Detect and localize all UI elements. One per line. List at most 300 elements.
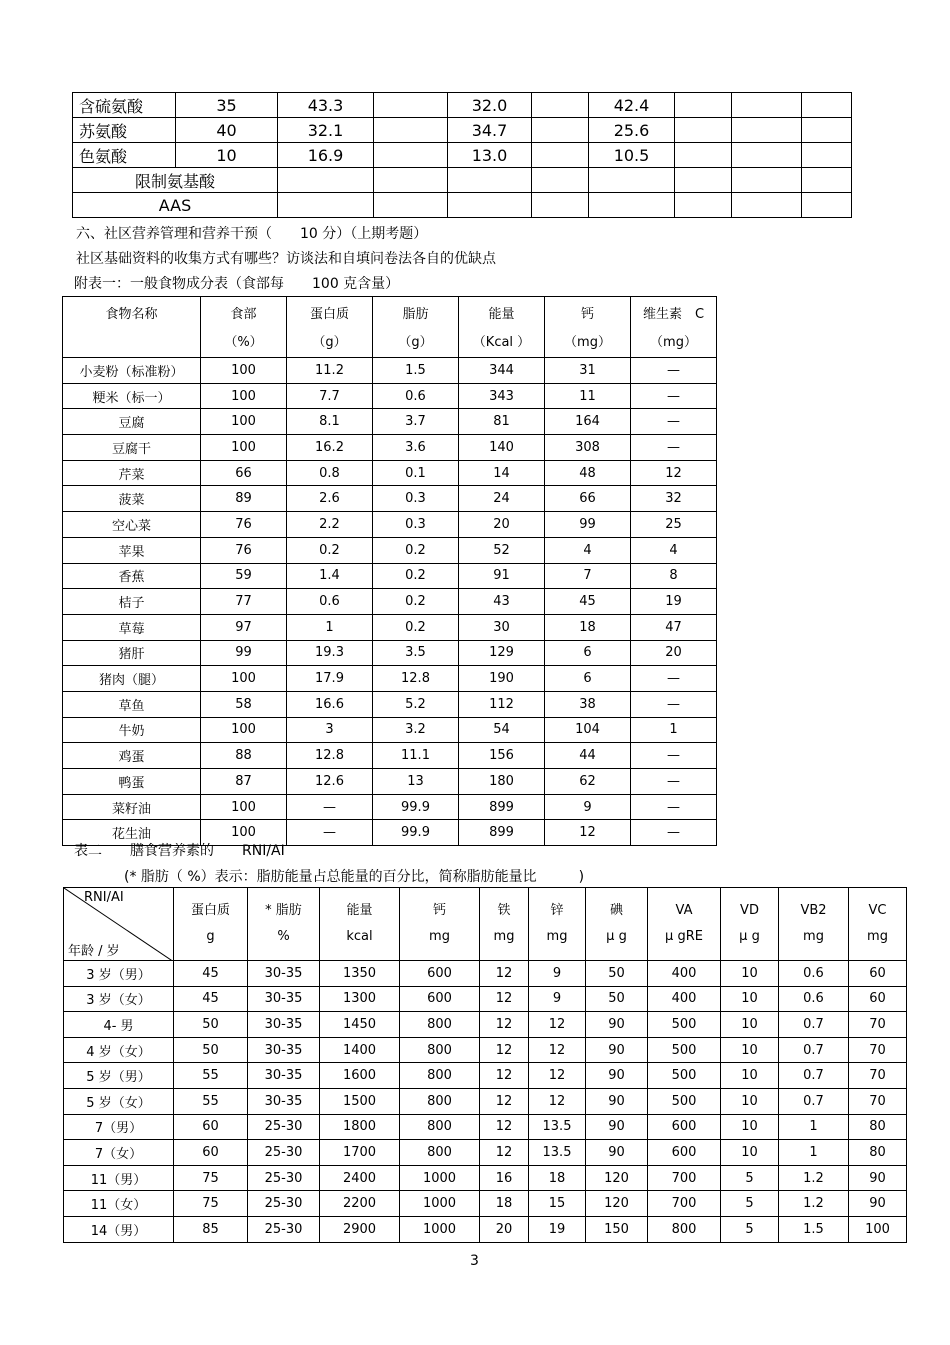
table-cell: 9	[529, 986, 586, 1012]
empty-cell	[802, 168, 852, 193]
table-cell: 400	[648, 986, 721, 1012]
empty-cell	[675, 93, 732, 118]
header-unit: mg	[429, 929, 450, 944]
header-label: 铁	[497, 903, 511, 918]
table-cell: 104	[545, 717, 631, 743]
table-cell: 1300	[320, 986, 400, 1012]
empty-cell	[732, 118, 802, 143]
amino-acid-name: 含硫氨酸	[73, 93, 176, 118]
table-cell: 3.5	[373, 640, 459, 666]
column-header	[779, 888, 849, 961]
food-name: 猪肝	[63, 640, 201, 666]
table-row	[73, 118, 852, 143]
header-unit: （mg）	[564, 335, 611, 350]
header-unit: μ gRE	[665, 929, 703, 944]
table-cell: 59	[201, 563, 287, 589]
header-unit: （Kcal ）	[472, 335, 531, 350]
table-cell: 500	[648, 1063, 721, 1089]
table-row	[64, 1165, 907, 1191]
table-cell: 25-30	[248, 1114, 320, 1140]
table-cell: 12	[480, 1063, 529, 1089]
table-cell: 0.7	[779, 1012, 849, 1038]
table-cell: 1	[779, 1114, 849, 1140]
header-label: 能量	[488, 307, 515, 322]
table-cell: 1.2	[779, 1165, 849, 1191]
table-cell: 50	[586, 961, 648, 987]
table-row	[63, 409, 717, 435]
empty-cell	[802, 193, 852, 218]
table-row	[63, 460, 717, 486]
table-cell: 32	[631, 486, 717, 512]
table-cell: 10.5	[589, 143, 675, 168]
column-header	[849, 888, 907, 961]
table-cell: 150	[586, 1216, 648, 1242]
table-cell: 88	[201, 743, 287, 769]
header-unit: μ g	[606, 929, 627, 944]
table-row	[63, 563, 717, 589]
table-cell: 45	[174, 961, 248, 987]
table-cell: —	[631, 435, 717, 461]
table-cell: 54	[459, 717, 545, 743]
table-cell: 30-35	[248, 1063, 320, 1089]
empty-cell	[802, 93, 852, 118]
table-cell: —	[631, 383, 717, 409]
table-row	[63, 537, 717, 563]
table-cell: 1700	[320, 1140, 400, 1166]
table-row	[63, 640, 717, 666]
table-cell: 899	[459, 794, 545, 820]
table-cell: 600	[648, 1140, 721, 1166]
table-cell: 99	[201, 640, 287, 666]
table-row	[64, 1140, 907, 1166]
table-row	[64, 961, 907, 987]
table-cell: 0.7	[779, 1063, 849, 1089]
table-cell: 10	[721, 961, 779, 987]
header-label: 蛋白质	[309, 307, 349, 322]
table-cell: 30-35	[248, 986, 320, 1012]
table-cell: 140	[459, 435, 545, 461]
table-cell	[532, 93, 589, 118]
table-cell: 99.9	[373, 794, 459, 820]
table-cell: —	[631, 691, 717, 717]
table-cell: 17.9	[287, 666, 373, 692]
age-group: 14（男）	[64, 1216, 174, 1242]
table-cell: 19	[529, 1216, 586, 1242]
table-cell: 6	[545, 640, 631, 666]
header-label: 锌	[550, 903, 564, 918]
table-cell: 90	[849, 1191, 907, 1217]
header-unit: %	[277, 929, 290, 944]
table-cell: 2200	[320, 1191, 400, 1217]
table-cell: —	[631, 769, 717, 795]
empty-cell	[374, 168, 448, 193]
header-label: VD	[740, 903, 759, 918]
age-group: 4 岁（女）	[64, 1037, 174, 1063]
table-cell: 80	[849, 1114, 907, 1140]
table-row	[64, 1037, 907, 1063]
table-row	[64, 1191, 907, 1217]
table-cell: 81	[459, 409, 545, 435]
table-cell: —	[631, 743, 717, 769]
corner-bottom-label: 年龄 / 岁	[68, 944, 120, 959]
column-header	[201, 297, 287, 358]
age-group: 4- 男	[64, 1012, 174, 1038]
table-cell	[374, 93, 448, 118]
column-header	[174, 888, 248, 961]
table-cell: 0.2	[373, 537, 459, 563]
table-cell: 12.8	[287, 743, 373, 769]
table-cell: 500	[648, 1012, 721, 1038]
table-row	[63, 743, 717, 769]
table-cell: 47	[631, 614, 717, 640]
table-cell: 70	[849, 1037, 907, 1063]
column-header	[529, 888, 586, 961]
table-cell: 800	[400, 1088, 480, 1114]
table-cell: 12	[480, 1037, 529, 1063]
empty-cell	[802, 143, 852, 168]
table-cell: —	[631, 794, 717, 820]
table-cell: 164	[545, 409, 631, 435]
page-number: 3	[470, 1253, 479, 1269]
table-cell: 19.3	[287, 640, 373, 666]
food-name: 芹菜	[63, 460, 201, 486]
table-cell: 343	[459, 383, 545, 409]
table-cell: 800	[400, 1012, 480, 1038]
header-label: 脂肪	[402, 307, 429, 322]
food-name: 鸭蛋	[63, 769, 201, 795]
table-cell: 120	[586, 1191, 648, 1217]
table-cell: 13	[373, 769, 459, 795]
table-cell: 50	[174, 1012, 248, 1038]
table-cell: 0.7	[779, 1037, 849, 1063]
header-unit: （%）	[224, 335, 263, 350]
table-cell: 1500	[320, 1088, 400, 1114]
table2-note: (* 脂肪（ %）表示：脂肪能量占总能量的百分比，简称脂肪能量比 )	[124, 869, 585, 885]
table-cell: 30-35	[248, 1012, 320, 1038]
table-cell: 112	[459, 691, 545, 717]
column-header	[648, 888, 721, 961]
table-cell: —	[631, 666, 717, 692]
table-cell: 13.5	[529, 1140, 586, 1166]
table-cell: 70	[849, 1088, 907, 1114]
table-cell: 700	[648, 1165, 721, 1191]
empty-cell	[675, 143, 732, 168]
table-cell: 1	[631, 717, 717, 743]
table-row	[73, 193, 852, 218]
table-cell: 12	[480, 1140, 529, 1166]
table-cell: 97	[201, 614, 287, 640]
header-unit: （mg）	[650, 335, 697, 350]
table-cell: 8.1	[287, 409, 373, 435]
table-cell: 10	[721, 1037, 779, 1063]
table-cell: 55	[174, 1063, 248, 1089]
table-cell: 70	[849, 1012, 907, 1038]
header-unit: g	[206, 929, 215, 944]
table-cell: 60	[174, 1114, 248, 1140]
table-cell: 90	[586, 1063, 648, 1089]
column-header	[63, 297, 201, 358]
table-cell: 45	[545, 589, 631, 615]
table-cell: 0.7	[779, 1088, 849, 1114]
table-cell: 85	[174, 1216, 248, 1242]
table-cell: 13.5	[529, 1114, 586, 1140]
table-cell: 32.0	[448, 93, 532, 118]
table-cell: —	[631, 409, 717, 435]
table-cell: 1	[287, 614, 373, 640]
table-cell: 25-30	[248, 1191, 320, 1217]
table-cell: 12	[480, 961, 529, 987]
header-label: 钙	[432, 903, 446, 918]
age-group: 11（男）	[64, 1165, 174, 1191]
table-row	[64, 1012, 907, 1038]
table-cell: 6	[545, 666, 631, 692]
food-name: 菠菜	[63, 486, 201, 512]
table-cell: 10	[721, 986, 779, 1012]
table-cell: 10	[721, 1012, 779, 1038]
table-cell: 2900	[320, 1216, 400, 1242]
table-cell: 76	[201, 512, 287, 538]
table-cell: 100	[201, 435, 287, 461]
food-name: 香蕉	[63, 563, 201, 589]
table-cell: 60	[849, 961, 907, 987]
table-cell: 31	[545, 358, 631, 384]
table-cell: 10	[721, 1140, 779, 1166]
table-cell: 10	[721, 1114, 779, 1140]
table-cell: 3	[287, 717, 373, 743]
header-label: * 脂肪	[265, 903, 302, 918]
table-cell: 3.6	[373, 435, 459, 461]
table-cell: —	[287, 820, 373, 846]
table-cell: 76	[201, 537, 287, 563]
table-cell: 30-35	[248, 961, 320, 987]
table-cell: 8	[631, 563, 717, 589]
table-cell	[374, 143, 448, 168]
empty-cell	[589, 193, 675, 218]
table-cell: 50	[586, 986, 648, 1012]
table-cell: 34.7	[448, 118, 532, 143]
question-text: 社区基础资料的收集方式有哪些？访谈法和自填问卷法各自的优缺点	[76, 251, 496, 267]
header-unit: μ g	[739, 929, 760, 944]
table-row	[64, 1063, 907, 1089]
table-cell: 11.1	[373, 743, 459, 769]
table-cell: 91	[459, 563, 545, 589]
table-cell: 1.5	[779, 1216, 849, 1242]
table-cell: 500	[648, 1088, 721, 1114]
table-cell: 58	[201, 691, 287, 717]
food-composition-table	[62, 296, 717, 846]
header-label: VA	[675, 903, 693, 918]
table-row	[63, 794, 717, 820]
table-cell: 800	[648, 1216, 721, 1242]
table-cell: 44	[545, 743, 631, 769]
table-cell: 30	[459, 614, 545, 640]
column-header	[545, 297, 631, 358]
table-cell: 89	[201, 486, 287, 512]
food-name: 豆腐干	[63, 435, 201, 461]
table-cell: 800	[400, 1037, 480, 1063]
table-cell: 10	[176, 143, 278, 168]
table-cell: 14	[459, 460, 545, 486]
empty-cell	[675, 168, 732, 193]
table-row	[63, 358, 717, 384]
table-row	[63, 666, 717, 692]
table-cell: 500	[648, 1037, 721, 1063]
table-cell: 77	[201, 589, 287, 615]
table-cell: 55	[174, 1088, 248, 1114]
table-cell: 0.2	[373, 614, 459, 640]
corner-top-label: RNI/AI	[84, 890, 124, 905]
table-cell: 5	[721, 1191, 779, 1217]
table-row	[63, 717, 717, 743]
table-cell: 1	[779, 1140, 849, 1166]
table-cell: 45	[174, 986, 248, 1012]
amino-acid-name: 苏氨酸	[73, 118, 176, 143]
table-cell: 0.2	[373, 563, 459, 589]
table-cell: 25-30	[248, 1165, 320, 1191]
table-cell: 180	[459, 769, 545, 795]
table-cell: 100	[201, 409, 287, 435]
table-cell: 0.8	[287, 460, 373, 486]
food-name: 苹果	[63, 537, 201, 563]
table-cell: 87	[201, 769, 287, 795]
table-cell: 344	[459, 358, 545, 384]
table-cell: 90	[586, 1140, 648, 1166]
table-cell: 1.4	[287, 563, 373, 589]
table-cell: 0.1	[373, 460, 459, 486]
age-group: 5 岁（男）	[64, 1063, 174, 1089]
header-unit: mg	[867, 929, 888, 944]
table-cell: 43.3	[278, 93, 374, 118]
empty-cell	[732, 143, 802, 168]
table-cell: 18	[529, 1165, 586, 1191]
empty-cell	[448, 193, 532, 218]
table2-caption: 表二 膳食营养素的 RNI/AI	[74, 843, 285, 859]
table-cell: 0.6	[779, 961, 849, 987]
food-name: 草莓	[63, 614, 201, 640]
table-cell: 13.0	[448, 143, 532, 168]
header-label: 钙	[580, 307, 594, 322]
table-cell: 600	[400, 986, 480, 1012]
table-cell: 12	[529, 1012, 586, 1038]
table-cell: 38	[545, 691, 631, 717]
column-header	[287, 297, 373, 358]
age-group: 7（男）	[64, 1114, 174, 1140]
table-cell: 12	[480, 986, 529, 1012]
table-cell: 90	[586, 1114, 648, 1140]
table-cell: 16.6	[287, 691, 373, 717]
header-label: 维生素 C	[642, 307, 705, 322]
table-cell: 62	[545, 769, 631, 795]
table-cell: 16.2	[287, 435, 373, 461]
table-cell: 18	[545, 614, 631, 640]
table-cell: 24	[459, 486, 545, 512]
column-header	[586, 888, 648, 961]
table-cell: 1.5	[373, 358, 459, 384]
column-header	[320, 888, 400, 961]
table-cell: 100	[201, 358, 287, 384]
food-name: 猪肉（腿）	[63, 666, 201, 692]
table-row	[64, 1216, 907, 1242]
table-cell: 90	[586, 1012, 648, 1038]
table-row	[63, 589, 717, 615]
table-cell: 100	[201, 794, 287, 820]
table-cell: —	[631, 820, 717, 846]
table-cell: 9	[529, 961, 586, 987]
header-unit: mg	[546, 929, 568, 944]
table-cell: 800	[400, 1114, 480, 1140]
table-cell: 25	[631, 512, 717, 538]
table-cell: 100	[201, 820, 287, 846]
empty-cell	[278, 168, 374, 193]
table-row	[63, 383, 717, 409]
table-cell: 66	[201, 460, 287, 486]
table-cell: 90	[586, 1088, 648, 1114]
table-cell: 3.2	[373, 717, 459, 743]
column-header	[721, 888, 779, 961]
table-cell: 0.3	[373, 486, 459, 512]
corner-header-cell	[64, 888, 174, 961]
table-cell: 52	[459, 537, 545, 563]
table-cell: 100	[201, 717, 287, 743]
table-cell: 0.2	[373, 589, 459, 615]
header-label: 能量	[346, 903, 373, 918]
table-cell: 9	[545, 794, 631, 820]
column-header	[373, 297, 459, 358]
empty-cell	[675, 193, 732, 218]
table-cell: 12.6	[287, 769, 373, 795]
food-name: 牛奶	[63, 717, 201, 743]
age-group: 3 岁（男）	[64, 961, 174, 987]
rni-ai-table	[63, 887, 907, 1243]
table-cell: 11.2	[287, 358, 373, 384]
empty-cell	[732, 168, 802, 193]
empty-cell	[448, 168, 532, 193]
table-cell: 90	[849, 1165, 907, 1191]
table-cell: 48	[545, 460, 631, 486]
table-cell: 18	[480, 1191, 529, 1217]
table-cell: 156	[459, 743, 545, 769]
table-cell: 0.6	[373, 383, 459, 409]
table-cell: 30-35	[248, 1037, 320, 1063]
table-row	[73, 143, 852, 168]
table-cell: 899	[459, 820, 545, 846]
table-cell: 0.6	[779, 986, 849, 1012]
table-cell: 16	[480, 1165, 529, 1191]
table-cell: —	[287, 794, 373, 820]
table-cell: 66	[545, 486, 631, 512]
table-cell: 2.2	[287, 512, 373, 538]
table-row	[73, 168, 852, 193]
table-cell: 1800	[320, 1114, 400, 1140]
food-name: 空心菜	[63, 512, 201, 538]
table-cell: 800	[400, 1140, 480, 1166]
table-cell: 30-35	[248, 1088, 320, 1114]
table-row	[63, 486, 717, 512]
table-cell: 12	[529, 1063, 586, 1089]
section-title: 六、社区营养管理和营养干预（ 10 分）（上期考题）	[76, 226, 428, 242]
empty-cell	[278, 193, 374, 218]
food-name: 粳米（标一）	[63, 383, 201, 409]
table-cell: 20	[459, 512, 545, 538]
column-header	[248, 888, 320, 961]
header-unit: kcal	[346, 929, 373, 944]
amino-acid-table	[72, 92, 852, 218]
table-cell: 100	[849, 1216, 907, 1242]
table-cell: 19	[631, 589, 717, 615]
table-row	[63, 435, 717, 461]
table-cell	[374, 118, 448, 143]
table-cell: 2.6	[287, 486, 373, 512]
